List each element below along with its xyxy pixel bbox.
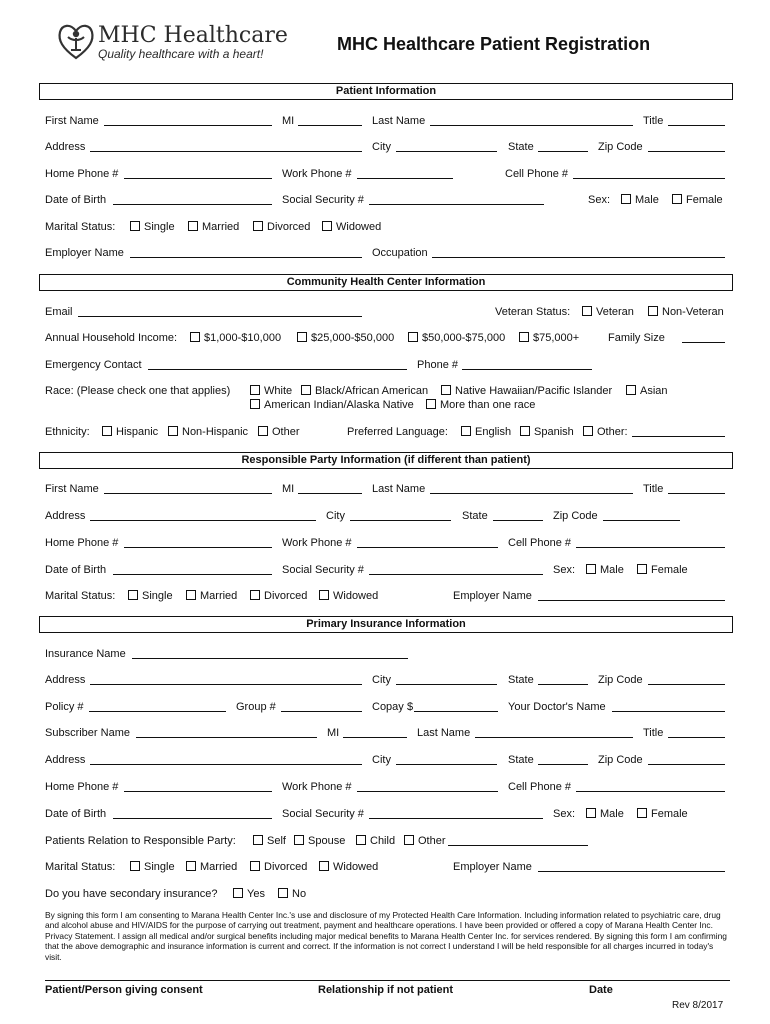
rp-marital-single-checkbox[interactable]: Single — [128, 590, 173, 603]
label: Last Name — [417, 727, 471, 739]
label: Preferred Language: — [347, 426, 448, 438]
section-responsible-party: Responsible Party Information (if different than patient) — [39, 452, 733, 469]
label: Address — [45, 754, 86, 766]
lang-spanish-checkbox[interactable]: Spanish — [520, 426, 574, 439]
rp-work-phone-field[interactable] — [357, 536, 498, 548]
email-field[interactable] — [78, 305, 362, 317]
label: Last Name — [372, 115, 426, 127]
lang-english-checkbox[interactable]: English — [461, 426, 511, 439]
label: Marital Status: — [45, 590, 116, 602]
label: MI — [327, 727, 340, 739]
sub-state-field[interactable] — [538, 753, 588, 765]
sub-work-phone-field[interactable] — [357, 780, 498, 792]
state-field[interactable] — [538, 140, 588, 152]
label: Veteran Status: — [495, 306, 571, 318]
veteran-checkbox[interactable]: Veteran — [582, 306, 634, 319]
copay-field[interactable] — [414, 700, 498, 712]
non-veteran-checkbox[interactable]: Non-Veteran — [648, 306, 724, 319]
sex-male-checkbox[interactable]: Male — [621, 194, 659, 207]
ins-city-field[interactable] — [396, 673, 497, 685]
subscriber-title-field[interactable] — [668, 726, 725, 738]
subscriber-mi-field[interactable] — [343, 726, 407, 738]
relation-spouse-checkbox[interactable]: Spouse — [294, 835, 345, 848]
marital-married-checkbox[interactable]: Married — [188, 221, 239, 234]
marital-divorced-checkbox[interactable]: Divorced — [253, 221, 310, 234]
rp-marital-married-checkbox[interactable]: Married — [186, 590, 237, 603]
label: Title — [643, 115, 664, 127]
label: Work Phone # — [282, 168, 352, 180]
doctor-name-field[interactable] — [612, 700, 725, 712]
label: Marital Status: — [45, 221, 116, 233]
rp-sex-male-checkbox[interactable]: Male — [586, 564, 624, 577]
label: Family Size — [608, 332, 665, 344]
first-name-field[interactable] — [104, 114, 272, 126]
copay-currency: $ — [407, 701, 414, 713]
label: Last Name — [372, 483, 426, 495]
sex-female-checkbox[interactable]: Female — [672, 194, 723, 207]
address-field[interactable] — [90, 140, 362, 152]
marital-widowed-checkbox[interactable]: Widowed — [322, 221, 381, 234]
label: Copay — [372, 701, 404, 713]
revision-label: Rev 8/2017 — [672, 1000, 724, 1011]
sub-marital-widowed-checkbox[interactable]: Widowed — [319, 861, 378, 874]
label: Race: (Please check one that applies) — [45, 385, 231, 397]
label: Zip Code — [598, 754, 643, 766]
rp-dob-field[interactable] — [113, 563, 272, 575]
rp-marital-widowed-checkbox[interactable]: Widowed — [319, 590, 378, 603]
sub-city-field[interactable] — [396, 753, 497, 765]
sub-ssn-field[interactable] — [369, 807, 543, 819]
income-2-checkbox[interactable]: $25,000-$50,000 — [297, 332, 394, 345]
rp-marital-divorced-checkbox[interactable]: Divorced — [250, 590, 307, 603]
sub-cell-phone-field[interactable] — [576, 780, 725, 792]
sub-address-field[interactable] — [90, 753, 362, 765]
race-asian-checkbox[interactable]: Asian — [626, 385, 668, 398]
label: Subscriber Name — [45, 727, 130, 739]
secondary-no-checkbox[interactable]: No — [278, 888, 306, 901]
label: Address — [45, 510, 86, 522]
rp-state-field[interactable] — [493, 509, 543, 521]
income-4-checkbox[interactable]: $75,000+ — [519, 332, 579, 345]
label: City — [372, 141, 391, 153]
relation-other-checkbox[interactable]: Other — [404, 835, 446, 848]
rp-mi-field[interactable] — [298, 482, 362, 494]
label: Zip Code — [598, 141, 643, 153]
signature-line — [45, 980, 730, 981]
label: Home Phone # — [45, 781, 119, 793]
label: Ethnicity: — [45, 426, 90, 438]
label: Patients Relation to Responsible Party: — [45, 835, 236, 847]
label: State — [462, 510, 488, 522]
label: Emergency Contact — [45, 359, 142, 371]
income-1-checkbox[interactable]: $1,000-$10,000 — [190, 332, 281, 345]
section-patient-information: Patient Information — [39, 83, 733, 100]
subscriber-name-field[interactable] — [136, 726, 317, 738]
label: Social Security # — [282, 194, 364, 206]
label: Occupation — [372, 247, 428, 259]
sub-marital-married-checkbox[interactable]: Married — [186, 861, 237, 874]
label: State — [508, 674, 534, 686]
secondary-yes-checkbox[interactable]: Yes — [233, 888, 265, 901]
label: Zip Code — [553, 510, 598, 522]
section-community-health: Community Health Center Information — [39, 274, 733, 291]
label: Email — [45, 306, 73, 318]
family-size-field[interactable] — [682, 331, 725, 343]
label: Policy # — [45, 701, 84, 713]
rp-title-field[interactable] — [668, 482, 725, 494]
consent-signature-label: Patient/Person giving consent — [45, 984, 203, 996]
label: Sex: — [588, 194, 611, 206]
heart-person-icon — [56, 20, 96, 62]
lang-other-checkbox[interactable]: Other: — [583, 426, 628, 439]
label: Group # — [236, 701, 276, 713]
group-field[interactable] — [281, 700, 362, 712]
dob-field[interactable] — [113, 193, 272, 205]
label: Social Security # — [282, 564, 364, 576]
rp-home-phone-field[interactable] — [124, 536, 272, 548]
label: Date of Birth — [45, 808, 107, 820]
subscriber-last-name-field[interactable] — [475, 726, 633, 738]
label: Work Phone # — [282, 537, 352, 549]
label: Cell Phone # — [508, 537, 571, 549]
label: Sex: — [553, 808, 576, 820]
label: Sex: — [553, 564, 576, 576]
work-phone-field[interactable] — [357, 167, 453, 179]
label: Your Doctor's Name — [508, 701, 606, 713]
date-label: Date — [589, 984, 613, 996]
relation-child-checkbox[interactable]: Child — [356, 835, 395, 848]
sub-marital-single-checkbox[interactable]: Single — [130, 861, 175, 874]
section-primary-insurance: Primary Insurance Information — [39, 616, 733, 633]
employer-field[interactable] — [130, 246, 362, 258]
title-field[interactable] — [668, 114, 725, 126]
rp-address-field[interactable] — [90, 509, 316, 521]
sub-home-phone-field[interactable] — [124, 780, 272, 792]
logo — [56, 20, 96, 62]
label: Do you have secondary insurance? — [45, 888, 218, 900]
label: MI — [282, 115, 295, 127]
sub-employer-field[interactable] — [538, 860, 725, 872]
logo-tagline: Quality healthcare with a heart! — [98, 47, 264, 61]
label: Insurance Name — [45, 648, 126, 660]
ins-address-field[interactable] — [90, 673, 362, 685]
city-field[interactable] — [396, 140, 497, 152]
rp-employer-field[interactable] — [538, 589, 725, 601]
label: Home Phone # — [45, 537, 119, 549]
lang-other-field[interactable] — [632, 425, 725, 437]
label: Marital Status: — [45, 861, 116, 873]
page-title: MHC Healthcare Patient Registration — [337, 34, 651, 54]
label: First Name — [45, 115, 99, 127]
label: Title — [643, 727, 664, 739]
ins-zip-field[interactable] — [648, 673, 725, 685]
home-phone-field[interactable] — [124, 167, 272, 179]
label: Work Phone # — [282, 781, 352, 793]
label: City — [372, 674, 391, 686]
race-multi-checkbox[interactable]: More than one race — [426, 399, 535, 412]
zip-field[interactable] — [648, 140, 725, 152]
rp-first-name-field[interactable] — [104, 482, 272, 494]
label: State — [508, 754, 534, 766]
ins-state-field[interactable] — [538, 673, 588, 685]
sub-sex-male-checkbox[interactable]: Male — [586, 808, 624, 821]
race-native-checkbox[interactable]: American Indian/Alaska Native — [250, 399, 414, 412]
ethnicity-non-hispanic-checkbox[interactable]: Non-Hispanic — [168, 426, 248, 439]
cell-phone-field[interactable] — [573, 167, 725, 179]
label: Zip Code — [598, 674, 643, 686]
label: MI — [282, 483, 295, 495]
ethnicity-hispanic-checkbox[interactable]: Hispanic — [102, 426, 158, 439]
race-black-checkbox[interactable]: Black/African American — [301, 385, 428, 398]
sub-zip-field[interactable] — [648, 753, 725, 765]
marital-single-checkbox[interactable]: Single — [130, 221, 175, 234]
mi-field[interactable] — [298, 114, 362, 126]
label: First Name — [45, 483, 99, 495]
logo-name: MHC Healthcare — [98, 23, 288, 48]
label: Cell Phone # — [505, 168, 568, 180]
label: Phone # — [417, 359, 458, 371]
sub-dob-field[interactable] — [113, 807, 272, 819]
relation-other-field[interactable] — [448, 834, 588, 846]
label: Home Phone # — [45, 168, 119, 180]
rp-sex-female-checkbox[interactable]: Female — [637, 564, 688, 577]
rp-last-name-field[interactable] — [430, 482, 633, 494]
consent-statement: By signing this form I am consenting to Marana Health Center Inc.'s use and disclosure of my Protected Health Care Information. Including information related to psychiatric care, drug and alcohol abuse and HIV/AIDS for the purpose of carrying out treatment, payment and healthcare operations. I have been provided or offered a copy of Marana Health Center Inc. Privacy Statement. I assign all medical and/or surgical benefits including major medical benefits to Marana Health Center Inc. for services rendered. By signing this form I am confirming that the above demographic and insurance information is current and correct. If the information is not correct I understand I will be held responsible for all charges incurred in today's visit. — [45, 910, 727, 962]
label: Employer Name — [453, 590, 532, 602]
ethnicity-other-checkbox[interactable]: Other — [258, 426, 300, 439]
label: Date of Birth — [45, 194, 107, 206]
race-hawaiian-checkbox[interactable]: Native Hawaiian/Pacific Islander — [441, 385, 612, 398]
occupation-field[interactable] — [432, 246, 725, 258]
emergency-contact-field[interactable] — [148, 358, 407, 370]
label: Employer Name — [453, 861, 532, 873]
rp-zip-field[interactable] — [603, 509, 680, 521]
sub-marital-divorced-checkbox[interactable]: Divorced — [250, 861, 307, 874]
label: City — [326, 510, 345, 522]
emergency-phone-field[interactable] — [462, 358, 592, 370]
label: City — [372, 754, 391, 766]
label: Cell Phone # — [508, 781, 571, 793]
relationship-label: Relationship if not patient — [318, 984, 454, 996]
insurance-name-field[interactable] — [132, 647, 408, 659]
label: Employer Name — [45, 247, 124, 259]
label: Address — [45, 141, 86, 153]
rp-city-field[interactable] — [350, 509, 451, 521]
label: Title — [643, 483, 664, 495]
label: Address — [45, 674, 86, 686]
last-name-field[interactable] — [430, 114, 633, 126]
policy-field[interactable] — [89, 700, 226, 712]
income-3-checkbox[interactable]: $50,000-$75,000 — [408, 332, 505, 345]
label: Social Security # — [282, 808, 364, 820]
label: State — [508, 141, 534, 153]
label: Annual Household Income: — [45, 332, 178, 344]
ssn-field[interactable] — [369, 193, 544, 205]
label: Date of Birth — [45, 564, 107, 576]
relation-self-checkbox[interactable]: Self — [253, 835, 286, 848]
sub-sex-female-checkbox[interactable]: Female — [637, 808, 688, 821]
race-white-checkbox[interactable]: White — [250, 385, 292, 398]
rp-ssn-field[interactable] — [369, 563, 543, 575]
rp-cell-phone-field[interactable] — [576, 536, 725, 548]
